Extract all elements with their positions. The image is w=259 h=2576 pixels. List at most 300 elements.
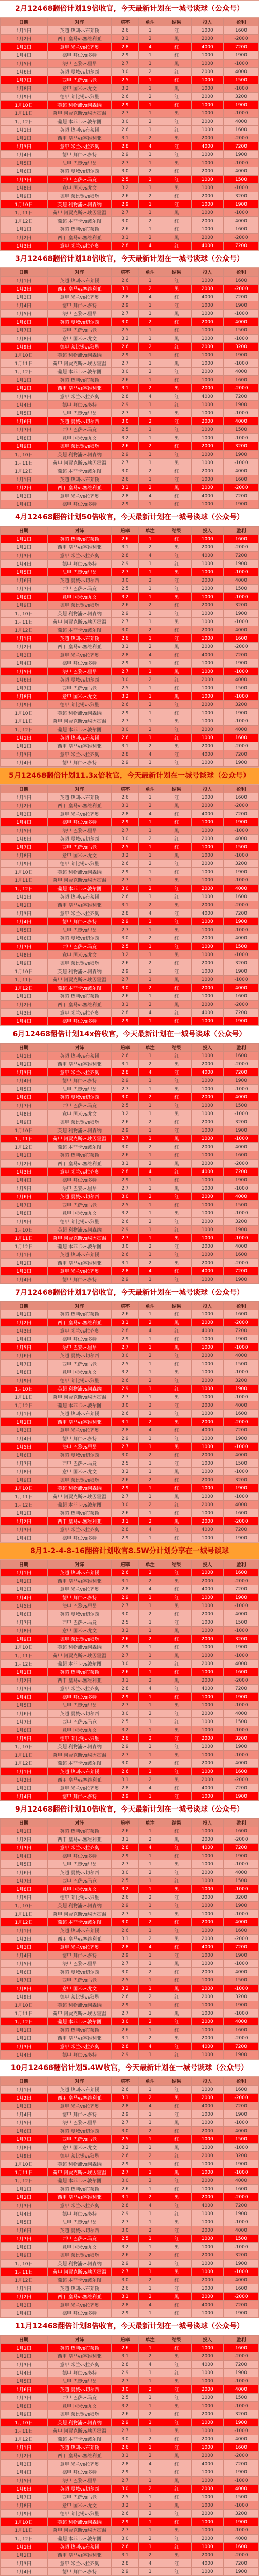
table-cell: 2000 bbox=[191, 1676, 223, 1685]
table-cell: 2000 bbox=[191, 234, 223, 242]
table-cell: 1月4日 bbox=[1, 560, 48, 568]
table-cell: 西甲 皇马vs塞维利亚 bbox=[47, 2034, 112, 2043]
table-cell: 3.0 bbox=[112, 1869, 138, 1877]
table-cell: 1500 bbox=[223, 1360, 258, 1368]
table-cell: 红 bbox=[162, 1509, 191, 1517]
table-cell: 1月11日 bbox=[1, 1652, 48, 1660]
table-row bbox=[1, 1234, 259, 1242]
table-cell: 4000 bbox=[223, 217, 258, 225]
table-cell: -2000 bbox=[223, 484, 258, 492]
table-cell: 1 bbox=[138, 818, 162, 827]
table-cell: 7200 bbox=[223, 1943, 258, 1951]
table-cell: 2 bbox=[138, 285, 162, 293]
table-cell: 1000 bbox=[191, 359, 223, 368]
table-cell: 3.1 bbox=[112, 543, 138, 552]
table-cell: 德甲 莱比锡vs狼堡 bbox=[47, 1218, 112, 1226]
table-cell: 1 bbox=[138, 2543, 162, 2551]
table-cell: 红 bbox=[162, 2410, 191, 2419]
section-banner: 10月12468翻倍计划5.4W收官，今天最新计划在一城号谈球（公众号） bbox=[0, 2059, 259, 2077]
table-cell: -2000 bbox=[223, 2293, 258, 2301]
table-cell: 1000 bbox=[191, 1393, 223, 1401]
table-cell: 1 bbox=[138, 1885, 162, 1893]
table-cell: 7200 bbox=[223, 2202, 258, 2210]
table-row bbox=[1, 1060, 259, 1068]
table-cell: 1月8日 bbox=[1, 84, 48, 93]
table-cell: 2000 bbox=[191, 2177, 223, 2185]
table-cell: 2 bbox=[138, 417, 162, 426]
table-cell: 2.5 bbox=[112, 1976, 138, 1985]
table-cell: 2000 bbox=[191, 701, 223, 709]
table-cell: 1月1日 bbox=[1, 893, 48, 901]
table-cell: 1000 bbox=[191, 326, 223, 335]
table-cell: 1月9日 bbox=[1, 343, 48, 351]
table-cell: 7200 bbox=[223, 651, 258, 659]
table-cell: 4 bbox=[138, 1068, 162, 1077]
table-cell: 1 bbox=[138, 1792, 162, 1801]
column-header: 日期 bbox=[1, 18, 48, 26]
table-cell: 4 bbox=[138, 2202, 162, 2210]
table-cell: 2 bbox=[138, 118, 162, 126]
table-row bbox=[1, 301, 259, 310]
table-cell: 1900 bbox=[223, 918, 258, 926]
table-cell: 2000 bbox=[191, 2034, 223, 2043]
table-cell: 2.6 bbox=[112, 959, 138, 967]
table-cell: 英超 热刺vs布莱顿 bbox=[47, 1310, 112, 1319]
table-row bbox=[1, 1077, 259, 1085]
table-cell: 2 bbox=[138, 1918, 162, 1927]
table-cell: 1000 bbox=[191, 2419, 223, 2427]
table-cell: 1月12日 bbox=[1, 1918, 48, 1927]
table-cell: 3200 bbox=[223, 2410, 258, 2419]
table-cell: 红 bbox=[162, 709, 191, 717]
table-cell: 1月12日 bbox=[1, 2177, 48, 2185]
table-cell: 红 bbox=[162, 610, 191, 618]
table-cell: 4 bbox=[138, 1327, 162, 1335]
table-cell: 1000 bbox=[191, 76, 223, 84]
table-cell: -2000 bbox=[223, 1577, 258, 1585]
table-cell: 2.6 bbox=[112, 1635, 138, 1643]
table-cell: 1000 bbox=[191, 1951, 223, 1960]
table-cell: 红 bbox=[162, 1968, 191, 1976]
table-cell: 2000 bbox=[191, 959, 223, 967]
table-cell: 1月2日 bbox=[1, 802, 48, 810]
table-cell: 红 bbox=[162, 192, 191, 200]
table-cell: 1600 bbox=[223, 2344, 258, 2352]
table-cell: 1600 bbox=[223, 1827, 258, 1835]
table-cell: 2000 bbox=[191, 1093, 223, 1102]
table-cell: 1 bbox=[138, 2526, 162, 2535]
table-cell: 1 bbox=[138, 2135, 162, 2144]
table-cell: 西甲 皇马vs塞维利亚 bbox=[47, 1259, 112, 1267]
table-cell: 1 bbox=[138, 976, 162, 984]
table-cell: 1 bbox=[138, 1902, 162, 1910]
table-cell: 德甲 拜仁vs多特 bbox=[47, 401, 112, 409]
table-cell: 2.6 bbox=[112, 1569, 138, 1577]
table-cell: 1 bbox=[138, 101, 162, 109]
table-cell: 1 bbox=[138, 1343, 162, 1352]
table-cell: 1 bbox=[138, 2001, 162, 2009]
table-cell: 3.0 bbox=[112, 626, 138, 634]
table-cell: 1 bbox=[138, 2235, 162, 2243]
table-cell: 1 bbox=[138, 2501, 162, 2510]
table-cell: 英超 利物浦vs阿森纳 bbox=[47, 1126, 112, 1135]
table-row bbox=[1, 1935, 259, 1943]
table-cell: 红 bbox=[162, 1242, 191, 1251]
table-cell: 黑 bbox=[162, 1676, 191, 1685]
table-row bbox=[1, 285, 259, 293]
table-cell: 3200 bbox=[223, 93, 258, 101]
column-header: 结果 bbox=[162, 1819, 191, 1827]
table-cell: 红 bbox=[162, 1352, 191, 1360]
table-cell: 红 bbox=[162, 843, 191, 851]
table-cell: 1000 bbox=[191, 1126, 223, 1135]
table-cell: 7200 bbox=[223, 1685, 258, 1693]
table-cell: 4000 bbox=[223, 1193, 258, 1201]
table-cell: 西甲 巴萨vs马竞 bbox=[47, 684, 112, 692]
table-cell: 红 bbox=[162, 1360, 191, 1368]
table-cell: 英超 热刺vs布莱顿 bbox=[47, 893, 112, 901]
table-row bbox=[1, 101, 259, 109]
table-cell: 2000 bbox=[191, 1635, 223, 1643]
table-cell: 1 bbox=[138, 2243, 162, 2251]
table-cell: 2 bbox=[138, 1893, 162, 1902]
table-cell: 1000 bbox=[191, 109, 223, 118]
table-row bbox=[1, 1176, 259, 1184]
table-cell: -1000 bbox=[223, 1910, 258, 1918]
table-cell: 4000 bbox=[223, 885, 258, 893]
table-row bbox=[1, 810, 259, 818]
table-cell: 3.1 bbox=[112, 2452, 138, 2460]
table-cell: 1000 bbox=[191, 692, 223, 701]
table-cell: 1月5日 bbox=[1, 926, 48, 934]
table-cell: 1月12日 bbox=[1, 1242, 48, 1251]
table-cell: 1000 bbox=[191, 1860, 223, 1869]
table-cell: 1000 bbox=[191, 2218, 223, 2226]
table-cell: 红 bbox=[162, 343, 191, 351]
table-cell: 英超 利物浦vs阿森纳 bbox=[47, 1902, 112, 1910]
table-cell: 1000 bbox=[191, 1960, 223, 1968]
table-row bbox=[1, 1943, 259, 1951]
table-cell: 1 bbox=[138, 1276, 162, 1284]
table-cell: 1600 bbox=[223, 1668, 258, 1676]
column-header: 单注 bbox=[138, 1560, 162, 1569]
table-cell: 1500 bbox=[223, 2394, 258, 2402]
table-row bbox=[1, 1310, 259, 1319]
table-cell: 4000 bbox=[223, 2385, 258, 2394]
table-cell: 荷甲 阿贾克斯vs埃因霍温 bbox=[47, 359, 112, 368]
table-cell: 德甲 拜仁vs多特 bbox=[47, 1534, 112, 1542]
table-cell: 3.2 bbox=[112, 1726, 138, 1734]
table-cell: 1 bbox=[138, 2284, 162, 2293]
table-cell: 2.6 bbox=[112, 2284, 138, 2293]
table-cell: 西甲 巴萨vs马竞 bbox=[47, 1201, 112, 1209]
table-cell: 1月1日 bbox=[1, 2284, 48, 2293]
table-cell: 7200 bbox=[223, 2301, 258, 2309]
table-cell: 1月1日 bbox=[1, 1668, 48, 1676]
table-cell: 4000 bbox=[191, 2361, 223, 2369]
table-cell: 1月11日 bbox=[1, 2427, 48, 2435]
table-cell: 4000 bbox=[223, 1501, 258, 1509]
table-cell: 1000 bbox=[191, 2268, 223, 2276]
table-cell: 3.0 bbox=[112, 1710, 138, 1718]
table-cell: 1000 bbox=[191, 225, 223, 234]
table-cell: 2000 bbox=[191, 1218, 223, 1226]
table-row bbox=[1, 2293, 259, 2301]
table-row bbox=[1, 601, 259, 610]
table-cell: 红 bbox=[162, 2127, 191, 2135]
table-cell: 黑 bbox=[162, 1160, 191, 1168]
column-header: 日期 bbox=[1, 2336, 48, 2344]
table-cell: -1000 bbox=[223, 1652, 258, 1660]
table-cell: 2000 bbox=[191, 726, 223, 734]
table-cell: 西甲 皇马vs塞维利亚 bbox=[47, 1935, 112, 1943]
table-cell: 黑 bbox=[162, 2526, 191, 2535]
table-cell: 1月2日 bbox=[1, 1259, 48, 1267]
table-cell: 1600 bbox=[223, 2284, 258, 2293]
table-cell: 红 bbox=[162, 2309, 191, 2318]
table-cell: 1 bbox=[138, 585, 162, 593]
table-cell: 1000 bbox=[191, 1751, 223, 1759]
table-cell: 2.5 bbox=[112, 1877, 138, 1885]
table-cell: 2.8 bbox=[112, 810, 138, 818]
table-cell: 2.8 bbox=[112, 1844, 138, 1852]
table-cell: 1月5日 bbox=[1, 1701, 48, 1710]
table-cell: 1 bbox=[138, 1443, 162, 1451]
table-row bbox=[1, 943, 259, 951]
table-cell: 德甲 莱比锡vs狼堡 bbox=[47, 2152, 112, 2160]
table-cell: 黑 bbox=[162, 60, 191, 68]
table-cell: 1月5日 bbox=[1, 1443, 48, 1451]
table-cell: 法甲 巴黎vs里昂 bbox=[47, 2377, 112, 2385]
table-cell: 德甲 拜仁vs多特 bbox=[47, 2568, 112, 2576]
table-cell: 1 bbox=[138, 1052, 162, 1060]
table-cell: 1月7日 bbox=[1, 2394, 48, 2402]
table-cell: 2 bbox=[138, 860, 162, 868]
section-banner: 6月12468翻倍计划14x倍收官，今天最新计划在一城号谈球（公众号） bbox=[0, 1025, 259, 1043]
table-row bbox=[1, 1910, 259, 1918]
table-cell: 红 bbox=[162, 118, 191, 126]
table-cell: 黑 bbox=[162, 2402, 191, 2410]
table-row bbox=[1, 126, 259, 134]
table-cell: 荷甲 阿贾克斯vs埃因霍温 bbox=[47, 1652, 112, 1660]
table-cell: 1月9日 bbox=[1, 1734, 48, 1743]
table-row bbox=[1, 409, 259, 417]
table-cell: 1月1日 bbox=[1, 535, 48, 543]
table-cell: 1000 bbox=[191, 434, 223, 442]
table-cell: 2000 bbox=[191, 134, 223, 142]
table-cell: 2 bbox=[138, 1635, 162, 1643]
table-cell: 2000 bbox=[191, 1476, 223, 1484]
table-cell: 1000 bbox=[191, 659, 223, 668]
table-cell: 1月1日 bbox=[1, 793, 48, 802]
table-cell: 红 bbox=[162, 43, 191, 51]
table-cell: 红 bbox=[162, 1893, 191, 1902]
table-cell: 1 bbox=[138, 2218, 162, 2226]
table-cell: 1900 bbox=[223, 500, 258, 509]
table-cell: 1 bbox=[138, 535, 162, 543]
table-cell: 英超 热刺vs布莱顿 bbox=[47, 225, 112, 234]
table-cell: 葡超 本菲卡vs波尔图 bbox=[47, 2535, 112, 2543]
table-cell: 红 bbox=[162, 68, 191, 76]
table-cell: 英超 热刺vs布莱顿 bbox=[47, 277, 112, 285]
table-cell: 2.7 bbox=[112, 1234, 138, 1242]
table-row bbox=[1, 626, 259, 634]
table-cell: 黑 bbox=[162, 618, 191, 626]
table-cell: 1月10日 bbox=[1, 451, 48, 459]
table-cell: 2000 bbox=[191, 2535, 223, 2543]
results-table bbox=[0, 526, 259, 767]
table-cell: 2.7 bbox=[112, 1960, 138, 1968]
table-row bbox=[1, 643, 259, 651]
table-cell: 1500 bbox=[223, 1618, 258, 1627]
table-row bbox=[1, 651, 259, 659]
table-cell: 2.9 bbox=[112, 709, 138, 717]
table-cell: 2000 bbox=[191, 384, 223, 393]
table-row bbox=[1, 918, 259, 926]
table-cell: 1000 bbox=[191, 277, 223, 285]
table-cell: 1月8日 bbox=[1, 851, 48, 860]
table-cell: -1000 bbox=[223, 1234, 258, 1242]
table-cell: -1000 bbox=[223, 827, 258, 835]
table-cell: 4000 bbox=[191, 293, 223, 301]
table-cell: 黑 bbox=[162, 1209, 191, 1218]
table-cell: 1月2日 bbox=[1, 1319, 48, 1327]
table-cell: 意甲 国米vs尤文 bbox=[47, 1368, 112, 1377]
table-cell: 1月4日 bbox=[1, 1435, 48, 1443]
table-cell: -1000 bbox=[223, 1085, 258, 1093]
table-cell: 2000 bbox=[191, 2152, 223, 2160]
table-row bbox=[1, 167, 259, 176]
table-cell: 红 bbox=[162, 2301, 191, 2309]
results-table bbox=[0, 2335, 259, 2576]
table-row bbox=[1, 1893, 259, 1902]
table-cell: -1000 bbox=[223, 2501, 258, 2510]
table-row bbox=[1, 51, 259, 60]
table-cell: 黑 bbox=[162, 2427, 191, 2435]
table-cell: 1 bbox=[138, 876, 162, 885]
column-header: 对阵 bbox=[47, 268, 112, 277]
table-row bbox=[1, 2435, 259, 2443]
table-cell: 西甲 皇马vs塞维利亚 bbox=[47, 2352, 112, 2361]
table-cell: 2000 bbox=[191, 2251, 223, 2260]
table-cell: -1000 bbox=[223, 1110, 258, 1118]
table-cell: 1600 bbox=[223, 1509, 258, 1517]
table-cell: 意甲 国米vs尤文 bbox=[47, 184, 112, 192]
table-cell: 法甲 巴黎vs里昂 bbox=[47, 1184, 112, 1193]
table-cell: 1000 bbox=[191, 2477, 223, 2485]
table-cell: 3.2 bbox=[112, 2144, 138, 2152]
table-cell: 2.6 bbox=[112, 2443, 138, 2452]
table-cell: 4000 bbox=[223, 118, 258, 126]
table-cell: 意甲 米兰vs拉齐奥 bbox=[47, 2301, 112, 2309]
table-cell: 2000 bbox=[191, 2018, 223, 2026]
table-row bbox=[1, 1610, 259, 1618]
table-cell: 西甲 皇马vs塞维利亚 bbox=[47, 134, 112, 142]
table-cell: 2.7 bbox=[112, 2477, 138, 2485]
table-cell: 红 bbox=[162, 492, 191, 500]
table-cell: 1月1日 bbox=[1, 376, 48, 384]
table-cell: 意甲 国米vs尤文 bbox=[47, 851, 112, 860]
table-cell: 1月3日 bbox=[1, 43, 48, 51]
table-cell: 4000 bbox=[223, 68, 258, 76]
table-cell: 4000 bbox=[223, 368, 258, 376]
table-cell: 黑 bbox=[162, 1085, 191, 1093]
table-cell: 1000 bbox=[191, 851, 223, 860]
table-cell: 1月6日 bbox=[1, 68, 48, 76]
month-section bbox=[0, 2318, 259, 2576]
table-cell: 红 bbox=[162, 318, 191, 326]
table-cell: 3.0 bbox=[112, 984, 138, 992]
table-cell: 1月1日 bbox=[1, 992, 48, 1001]
table-cell: 2.5 bbox=[112, 843, 138, 851]
table-cell: 黑 bbox=[162, 2452, 191, 2460]
table-cell: 2 bbox=[138, 318, 162, 326]
table-cell: 1月1日 bbox=[1, 2344, 48, 2352]
table-cell: 1月1日 bbox=[1, 1927, 48, 1935]
table-cell: 3.2 bbox=[112, 1110, 138, 1118]
table-row bbox=[1, 2394, 259, 2402]
table-cell: 1 bbox=[138, 1910, 162, 1918]
table-row bbox=[1, 1726, 259, 1734]
table-cell: 4000 bbox=[223, 626, 258, 634]
table-cell: 1 bbox=[138, 2168, 162, 2177]
table-cell: 1 bbox=[138, 1135, 162, 1143]
table-cell: 红 bbox=[162, 393, 191, 401]
table-cell: 1000 bbox=[191, 1360, 223, 1368]
table-cell: 2.9 bbox=[112, 759, 138, 767]
table-cell: 2.5 bbox=[112, 426, 138, 434]
table-cell: 3.1 bbox=[112, 1577, 138, 1585]
table-cell: 红 bbox=[162, 1151, 191, 1160]
column-header: 结果 bbox=[162, 785, 191, 793]
table-cell: 1000 bbox=[191, 176, 223, 184]
table-cell: 荷甲 阿贾克斯vs埃因霍温 bbox=[47, 2009, 112, 2018]
section-banner: 8月1-2-4-8-16翻倍计划收官8.5W分计划分享在一城号谈球 bbox=[0, 1542, 259, 1560]
table-cell: 1月7日 bbox=[1, 76, 48, 84]
table-cell: 德甲 拜仁vs多特 bbox=[47, 1077, 112, 1085]
table-cell: 1000 bbox=[191, 1310, 223, 1319]
table-cell: 2.9 bbox=[112, 1534, 138, 1542]
table-cell: 意甲 米兰vs拉齐奥 bbox=[47, 2361, 112, 2369]
table-row bbox=[1, 2202, 259, 2210]
table-cell: 7200 bbox=[223, 810, 258, 818]
column-header: 盈利 bbox=[223, 1044, 258, 1052]
table-cell: 西甲 巴萨vs马竞 bbox=[47, 1459, 112, 1468]
table-cell: 西甲 巴萨vs马竞 bbox=[47, 1976, 112, 1985]
table-row bbox=[1, 1885, 259, 1893]
table-cell: 1月6日 bbox=[1, 1352, 48, 1360]
table-cell: 2.9 bbox=[112, 51, 138, 60]
table-cell: 红 bbox=[162, 200, 191, 209]
column-header: 盈利 bbox=[223, 1560, 258, 1569]
table-row bbox=[1, 1577, 259, 1585]
table-cell: 意甲 米兰vs拉齐奥 bbox=[47, 552, 112, 560]
table-cell: 黑 bbox=[162, 2144, 191, 2152]
table-cell: 2.8 bbox=[112, 293, 138, 301]
table-cell: 1000 bbox=[191, 51, 223, 60]
table-cell: 4000 bbox=[191, 1327, 223, 1335]
column-header: 对阵 bbox=[47, 2077, 112, 2086]
table-cell: 1 bbox=[138, 1668, 162, 1676]
table-cell: 德甲 莱比锡vs狼堡 bbox=[47, 1893, 112, 1902]
table-cell: 2.5 bbox=[112, 1360, 138, 1368]
table-cell: 1000 bbox=[191, 1443, 223, 1451]
table-cell: 3.1 bbox=[112, 484, 138, 492]
table-cell: 1月11日 bbox=[1, 1751, 48, 1759]
table-cell: 1月2日 bbox=[1, 1676, 48, 1685]
table-cell: 1000 bbox=[191, 1627, 223, 1635]
table-cell: 1 bbox=[138, 1927, 162, 1935]
